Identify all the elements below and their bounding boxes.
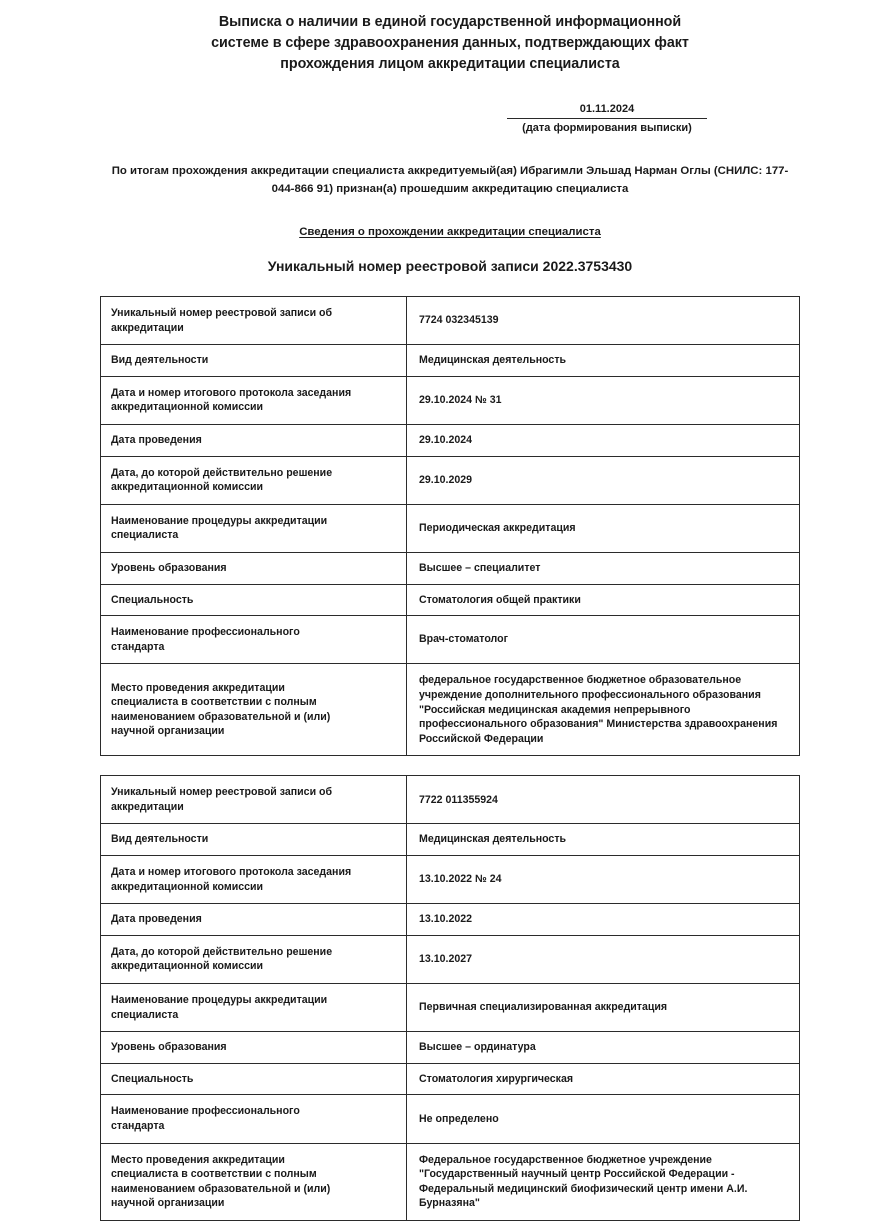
table-row (101, 552, 800, 584)
cell-line: стандарта (111, 640, 165, 653)
row-label-valid-until (101, 935, 407, 983)
table-row (101, 664, 800, 756)
document-title (190, 8, 710, 75)
cell-line: Уникальный номер реестровой записи об (111, 786, 333, 799)
row-label-date-held (101, 904, 407, 936)
table-row (101, 456, 800, 504)
row-label-specialty (101, 1063, 407, 1095)
cell-line: специалиста в соответствии с полным (111, 696, 317, 709)
cell-line: Федеральное государственное бюджетное учреждение (419, 1153, 712, 1166)
cell-line: Первичная специализированная аккредитация (419, 1001, 668, 1014)
table-row (101, 776, 800, 824)
cell-line: 29.10.2024 № 31 (419, 394, 502, 407)
formation-date-caption: (дата формирования выписки) (522, 122, 692, 134)
cell-line: аккредитационной комиссии (111, 401, 264, 414)
cell-line: Дата и номер итогового протокола заседания (111, 386, 352, 399)
cell-line: Место проведения аккредитации (111, 681, 285, 694)
cell-line: Вид деятельности (111, 833, 209, 846)
row-label-activity-type (101, 345, 407, 377)
row-label-education-level (101, 1032, 407, 1064)
table-row (101, 824, 800, 856)
table-row (101, 1095, 800, 1143)
row-value-activity-type (407, 824, 800, 856)
document-title-line-3: прохождения лицом аккредитации специалиста (280, 56, 620, 72)
cell-line: Вид деятельности (111, 354, 209, 367)
cell-line: 13.10.2027 (419, 953, 473, 966)
table-row (101, 297, 800, 345)
cell-line: научной организации (111, 1197, 225, 1210)
row-label-protocol (101, 376, 407, 424)
cell-line: Стоматология общей практики (419, 593, 581, 606)
cell-line: Уникальный номер реестровой записи об (111, 307, 333, 319)
row-label-prof-standard (101, 616, 407, 664)
accreditation-table-1-body (101, 297, 800, 756)
row-label-activity-type (101, 824, 407, 856)
row-value-prof-standard (407, 1095, 800, 1143)
cell-line: Наименование профессионального (111, 1105, 300, 1118)
row-value-registry-number (407, 776, 800, 824)
cell-line: Врач-стоматолог (419, 633, 509, 646)
row-label-specialty (101, 584, 407, 616)
table-row (101, 984, 800, 1032)
cell-line: наименованием образовательной и (или) (111, 710, 331, 723)
table-row (101, 935, 800, 983)
cell-line: Дата проведения (111, 913, 202, 926)
cell-line: Периодическая аккредитация (419, 522, 576, 535)
section-heading (100, 224, 800, 240)
row-label-education-level (101, 552, 407, 584)
cell-line: 13.10.2022 (419, 913, 473, 926)
row-value-date-held (407, 904, 800, 936)
row-label-prof-standard (101, 1095, 407, 1143)
cell-line: Место проведения аккредитации (111, 1153, 285, 1166)
row-value-education-level (407, 1032, 800, 1064)
cell-line: профессионального образования" Министерства здравоохранения (419, 718, 778, 731)
cell-line: 29.10.2024 (419, 433, 473, 446)
row-label-procedure-name (101, 504, 407, 552)
row-label-protocol (101, 856, 407, 904)
cell-line: Наименование профессионального (111, 626, 300, 639)
cell-line: 13.10.2022 № 24 (419, 873, 502, 886)
table-row (101, 424, 800, 456)
row-value-prof-standard (407, 616, 800, 664)
accreditation-table-2 (100, 775, 800, 1221)
cell-line: Дата, до которой действительно решение (111, 466, 333, 479)
row-label-procedure-name (101, 984, 407, 1032)
table-row (101, 345, 800, 377)
table-row (101, 584, 800, 616)
formation-date-inner (507, 102, 707, 136)
cell-line: аккредитационной комиссии (111, 880, 264, 893)
cell-line: аккредитации (111, 800, 184, 813)
row-value-location (407, 1143, 800, 1220)
document-title-line-1: Выписка о наличии в единой государственной информационной (218, 14, 682, 30)
cell-line: Медицинская деятельность (419, 833, 567, 846)
row-label-valid-until (101, 456, 407, 504)
cell-line: Специальность (111, 593, 194, 606)
cell-line: научной организации (111, 725, 225, 738)
cell-line: учреждение дополнительного профессионального образования (419, 688, 761, 701)
row-label-date-held (101, 424, 407, 456)
cell-line: стандарта (111, 1120, 165, 1132)
cell-line: Дата проведения (111, 433, 202, 446)
formation-date-value: 01.11.2024 (507, 102, 707, 119)
cell-line: Медицинская деятельность (419, 354, 567, 367)
cell-line: специалиста (111, 1008, 179, 1021)
row-value-specialty (407, 584, 800, 616)
row-value-specialty (407, 1063, 800, 1095)
cell-line: специалиста (111, 529, 179, 542)
cell-line: Высшее – ординатура (419, 1041, 536, 1054)
row-value-protocol (407, 376, 800, 424)
cell-line: Стоматология хирургическая (419, 1072, 574, 1085)
accreditation-table-2-body (101, 776, 800, 1221)
intro-paragraph: По итогам прохождения аккредитации специалиста аккредитуемый(ая) Ибрагимли Эльшад Нарман Оглы (СНИЛС: 177-044-866 91) признан(а) прошедшим аккредитацию специалиста (111, 165, 789, 195)
cell-line: Специальность (111, 1072, 194, 1085)
cell-line: федеральное государственное бюджетное образовательное (419, 674, 742, 687)
table-row (101, 376, 800, 424)
cell-line: специалиста в соответствии с полным (111, 1168, 317, 1181)
cell-line: аккредитационной комиссии (111, 960, 264, 973)
row-value-protocol (407, 856, 800, 904)
row-value-activity-type (407, 345, 800, 377)
row-label-registry-number (101, 297, 407, 345)
cell-line: 29.10.2029 (419, 473, 473, 486)
cell-line: Уровень образования (111, 1041, 227, 1054)
row-label-registry-number (101, 776, 407, 824)
cell-line: Высшее – специалитет (419, 561, 541, 574)
document-title-line-2: системе в сфере здравоохранения данных, подтверждающих факт (211, 35, 689, 51)
cell-line: Не определено (419, 1112, 499, 1125)
table-row (101, 904, 800, 936)
table-row (101, 1032, 800, 1064)
section-heading-text: Сведения о прохождении аккредитации специалиста (299, 226, 601, 238)
table-row (101, 504, 800, 552)
row-value-valid-until (407, 935, 800, 983)
cell-line: Дата и номер итогового протокола заседания (111, 866, 352, 879)
row-value-valid-until (407, 456, 800, 504)
cell-line: аккредитационной комиссии (111, 481, 264, 494)
cell-line: наименованием образовательной и (или) (111, 1182, 331, 1195)
row-label-location (101, 1143, 407, 1220)
formation-date-block (100, 102, 800, 136)
table-row (101, 856, 800, 904)
cell-line: аккредитации (111, 321, 184, 334)
row-value-procedure-name (407, 504, 800, 552)
cell-line: 7722 011355924 (419, 793, 498, 806)
cell-line: Уровень образования (111, 561, 227, 574)
cell-line: Бурназяна" (419, 1197, 480, 1210)
row-value-registry-number (407, 297, 800, 345)
cell-line: "Российская медицинская академия непрерывного (419, 703, 691, 716)
table-row (101, 1143, 800, 1220)
cell-line: Российской Федерации (419, 732, 544, 745)
cell-line: Федеральный медицинский биофизический центр имени А.И. (419, 1182, 748, 1195)
row-value-location (407, 664, 800, 756)
table-row (101, 1063, 800, 1095)
accreditation-table-1 (100, 296, 800, 756)
registry-number-heading: Уникальный номер реестровой записи 2022.3753430 (267, 258, 633, 274)
cell-line: 7724 032345139 (419, 314, 499, 327)
cell-line: Наименование процедуры аккредитации (111, 994, 328, 1007)
cell-line: "Государственный научный центр Российской Федерации - (419, 1168, 735, 1181)
cell-line: Дата, до которой действительно решение (111, 945, 333, 958)
cell-line: Наименование процедуры аккредитации (111, 514, 328, 527)
row-label-location (101, 664, 407, 756)
table-row (101, 616, 800, 664)
row-value-procedure-name (407, 984, 800, 1032)
row-value-education-level (407, 552, 800, 584)
row-value-date-held (407, 424, 800, 456)
